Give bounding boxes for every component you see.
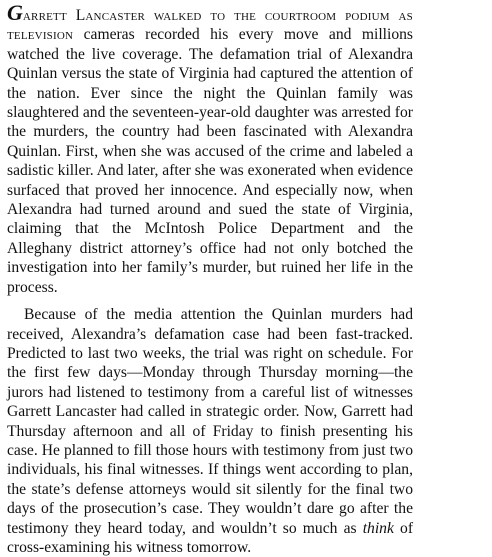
second-text-after: of cross-examining his witness tomorrow. [7,519,414,556]
opening-small-caps: arrett Lancaster walked to the courtroom podium as television [7,7,413,44]
paragraph-opening [7,0,413,297]
drop-cap: G [7,0,23,25]
opening-text: cameras recorded his every move and millions watched the live coverage. The defamation trial of Alexandra Quinlan versus the state of Virginia had captured the attention of the nation. Ever since the night the Quinlan family was slaughtered and the seventeen-year-old daughter was arrested for the murders, the country had been fascinated with Alexandra Quinlan. First, when she was accused of the crime and labeled a sadistic killer. And later, after she was exonerated when evidence surfaced that proved her innocence. And especially now, when Alexandra had turned around and sued the state of Virginia, claiming that the McIntosh Police Department and the Alleghany district attorney’s office had not only botched the investigation into her family’s murder, but ruined her life in the process. [7,26,413,296]
book-page [7,0,414,557]
paragraph-second [7,305,413,557]
second-text-before: Because of the media attention the Quinlan murders had received, Alexandra’s defamation case had been fast-tracked. Predicted to last two weeks, the trial was right on schedule. For the first few days—Monday through Thursday morning—the jurors had listened to testimony from a careful list of witnesses Garrett Lancaster had called in strategic order. Now, Garrett had Thursday afternoon and all of Friday to finish presenting his case. He planned to fill those hours with testimony from just two individuals, his final witnesses. If things went according to plan, the state’s defense attorneys would sit silently for the final two days of the prosecution’s case. They wouldn’t dare go after the testimony they heard today, and wouldn’t so much as [7,306,413,537]
emphasis-word: think [362,519,394,537]
